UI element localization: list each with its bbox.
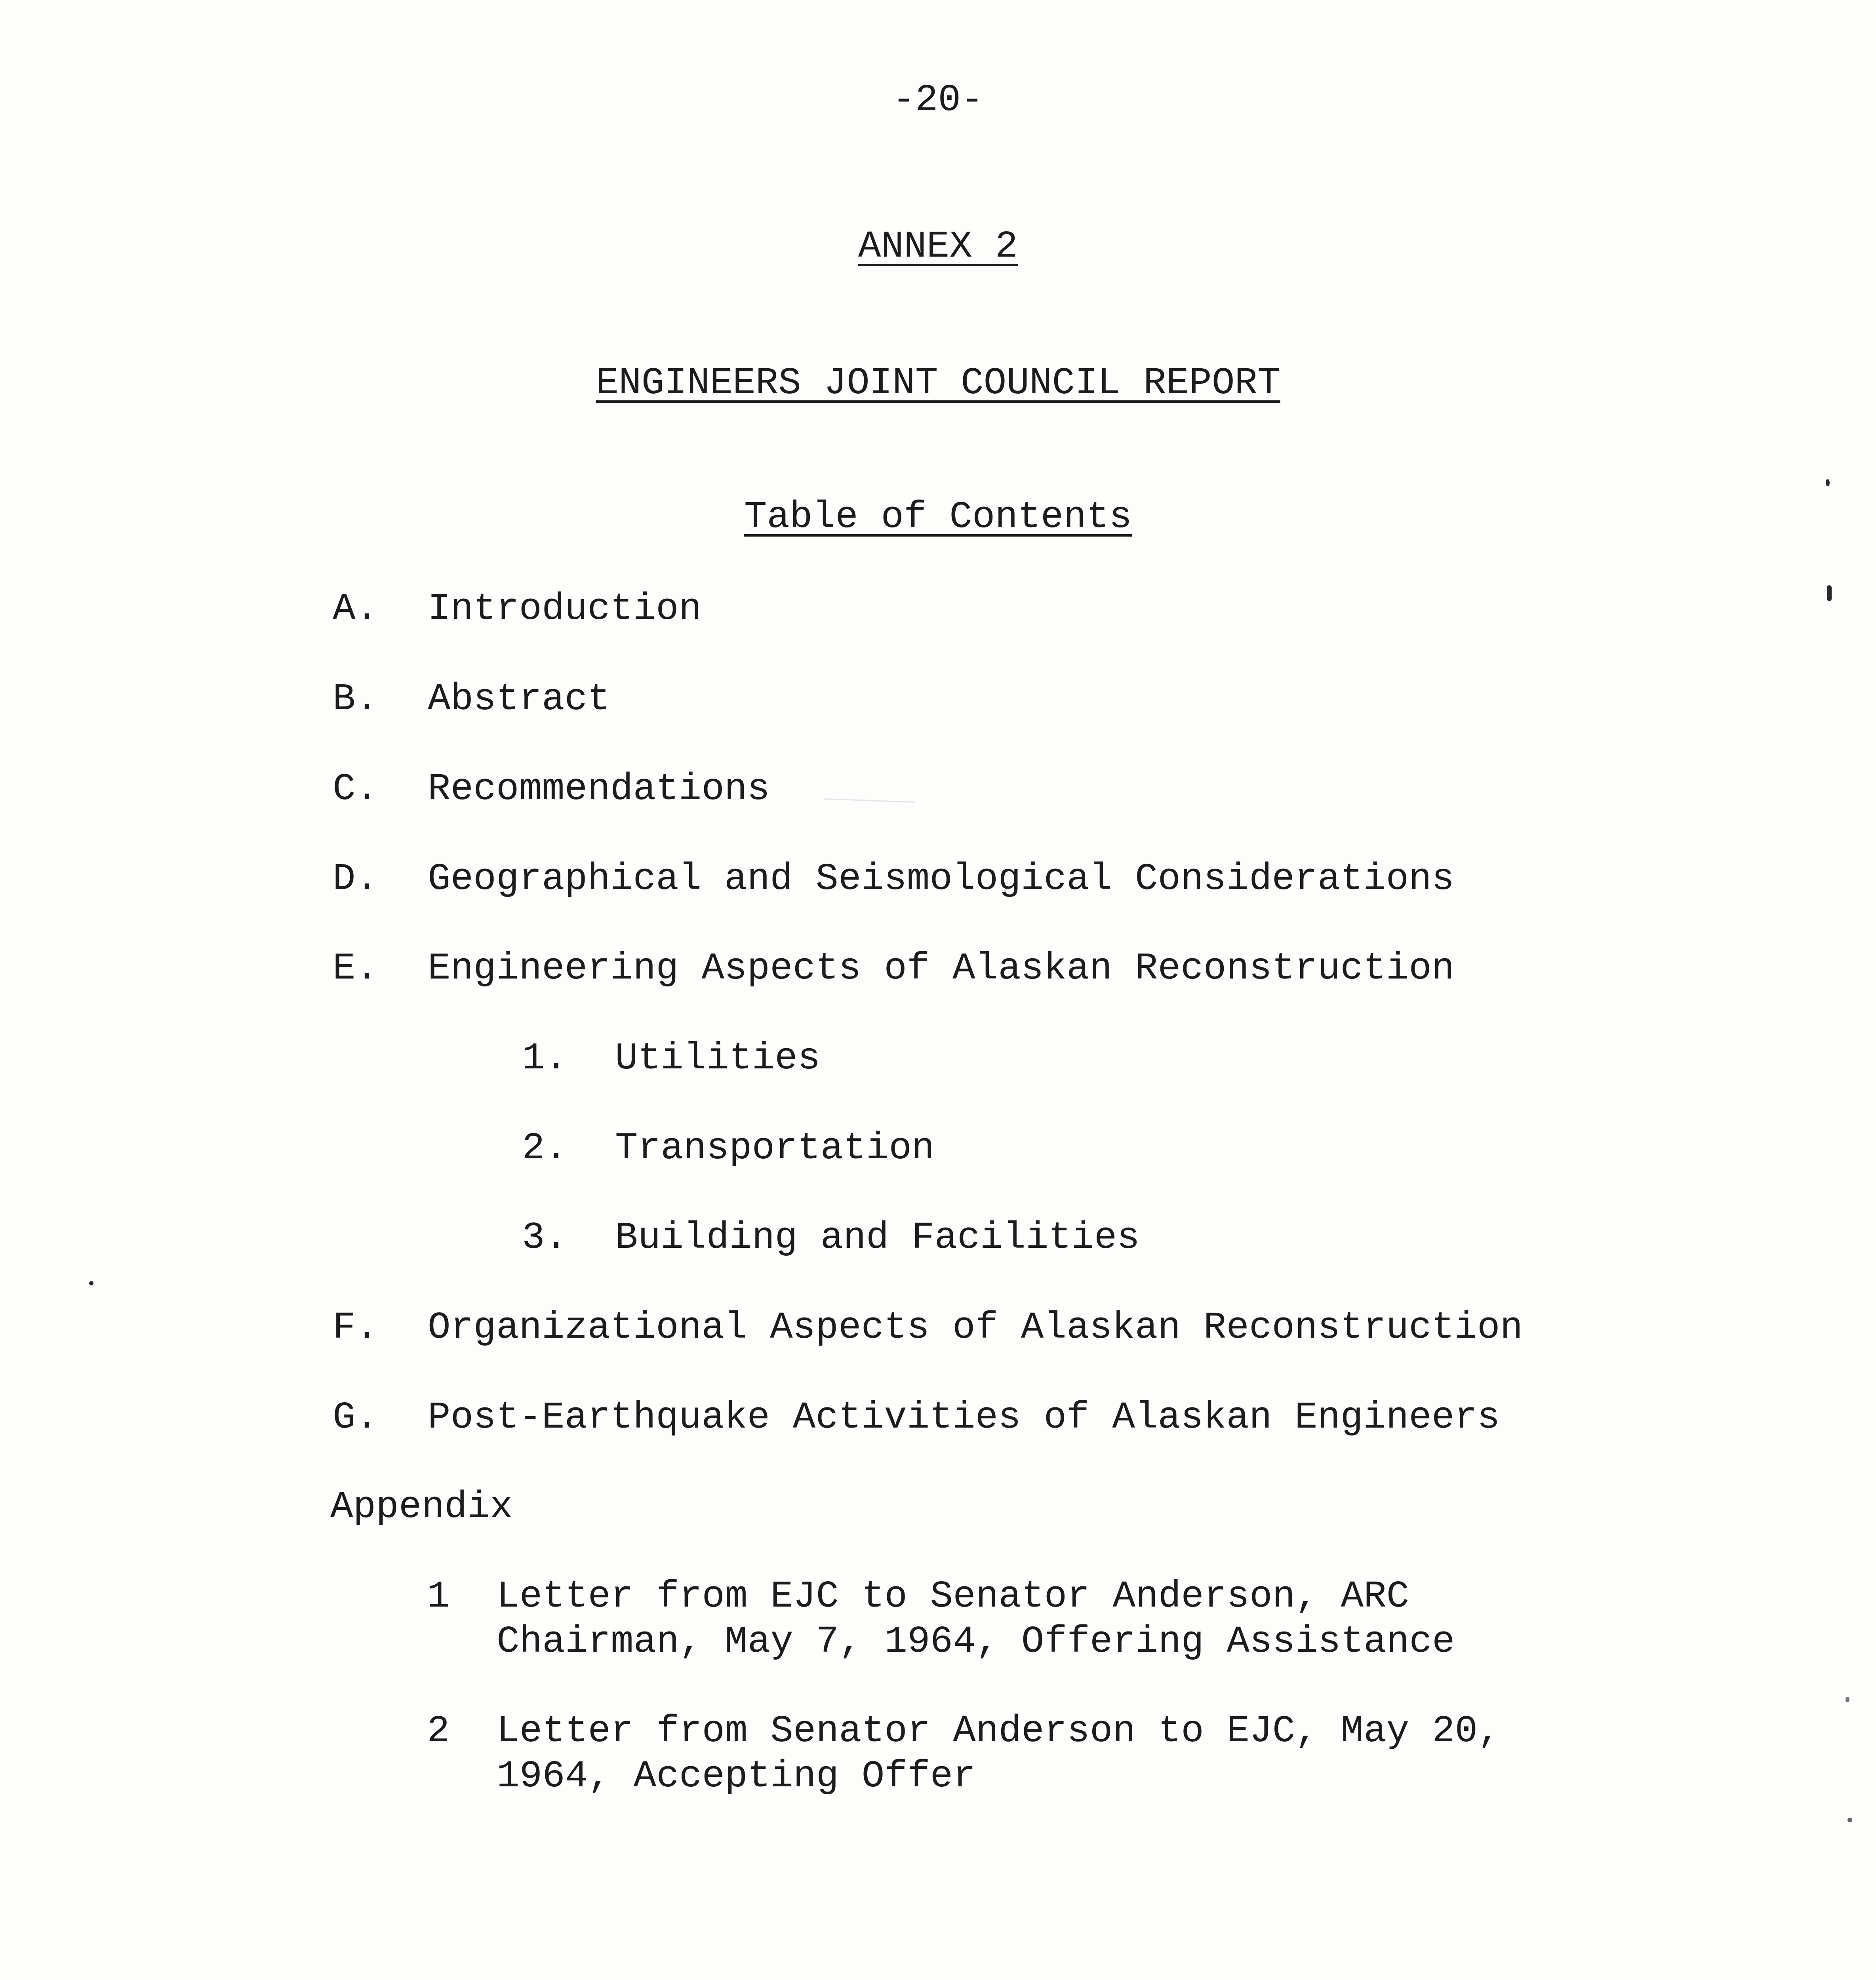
scan-speck	[1846, 1697, 1849, 1702]
scan-speck	[1826, 479, 1830, 486]
appendix-number: 1	[427, 1575, 450, 1618]
toc-subentry-utilities: Utilities	[615, 1037, 821, 1080]
toc-subentry-transportation: Transportation	[615, 1127, 935, 1170]
toc-entry-abstract: Abstract	[428, 678, 610, 721]
toc-heading: Table of Contents	[744, 495, 1132, 539]
appendix-item-line: Letter from Senator Anderson to EJC, May 20,	[497, 1710, 1501, 1753]
toc-entry-organizational: Organizational Aspects of Alaskan Reconstruction	[428, 1306, 1523, 1349]
toc-entry-recommendations: Recommendations	[428, 767, 770, 811]
appendix-item-line: Letter from EJC to Senator Anderson, ARC	[497, 1575, 1409, 1618]
toc-entry-post-earthquake: Post-Earthquake Activities of Alaskan Engineers	[428, 1396, 1500, 1439]
scan-speck	[1847, 1818, 1852, 1822]
toc-letter: A.	[333, 587, 379, 630]
appendix-number: 2	[427, 1710, 450, 1753]
appendix-item-line: 1964, Accepting Offer	[497, 1755, 976, 1798]
appendix-heading: Appendix	[330, 1485, 513, 1529]
scan-speck	[1827, 585, 1832, 601]
toc-subnumber: 3.	[522, 1216, 568, 1259]
toc-entry-engineering-aspects: Engineering Aspects of Alaskan Reconstruction	[428, 947, 1455, 990]
toc-subnumber: 1.	[522, 1037, 568, 1080]
page-number: -20-	[892, 78, 984, 122]
scan-smudge	[824, 798, 915, 803]
annex-title: ANNEX 2	[858, 225, 1018, 268]
toc-letter: C.	[333, 767, 379, 811]
toc-entry-introduction: Introduction	[428, 587, 702, 630]
toc-entry-geographical: Geographical and Seismological Considerations	[428, 857, 1455, 901]
report-title: ENGINEERS JOINT COUNCIL REPORT	[596, 362, 1280, 405]
toc-subnumber: 2.	[522, 1127, 568, 1170]
toc-letter: F.	[333, 1306, 379, 1349]
toc-subentry-building: Building and Facilities	[615, 1216, 1140, 1259]
toc-letter: D.	[333, 857, 379, 901]
scan-speck	[89, 1281, 93, 1285]
toc-letter: E.	[333, 947, 379, 990]
appendix-item-line: Chairman, May 7, 1964, Offering Assistance	[497, 1620, 1455, 1663]
toc-letter: B.	[333, 678, 379, 721]
toc-letter: G.	[333, 1396, 379, 1439]
